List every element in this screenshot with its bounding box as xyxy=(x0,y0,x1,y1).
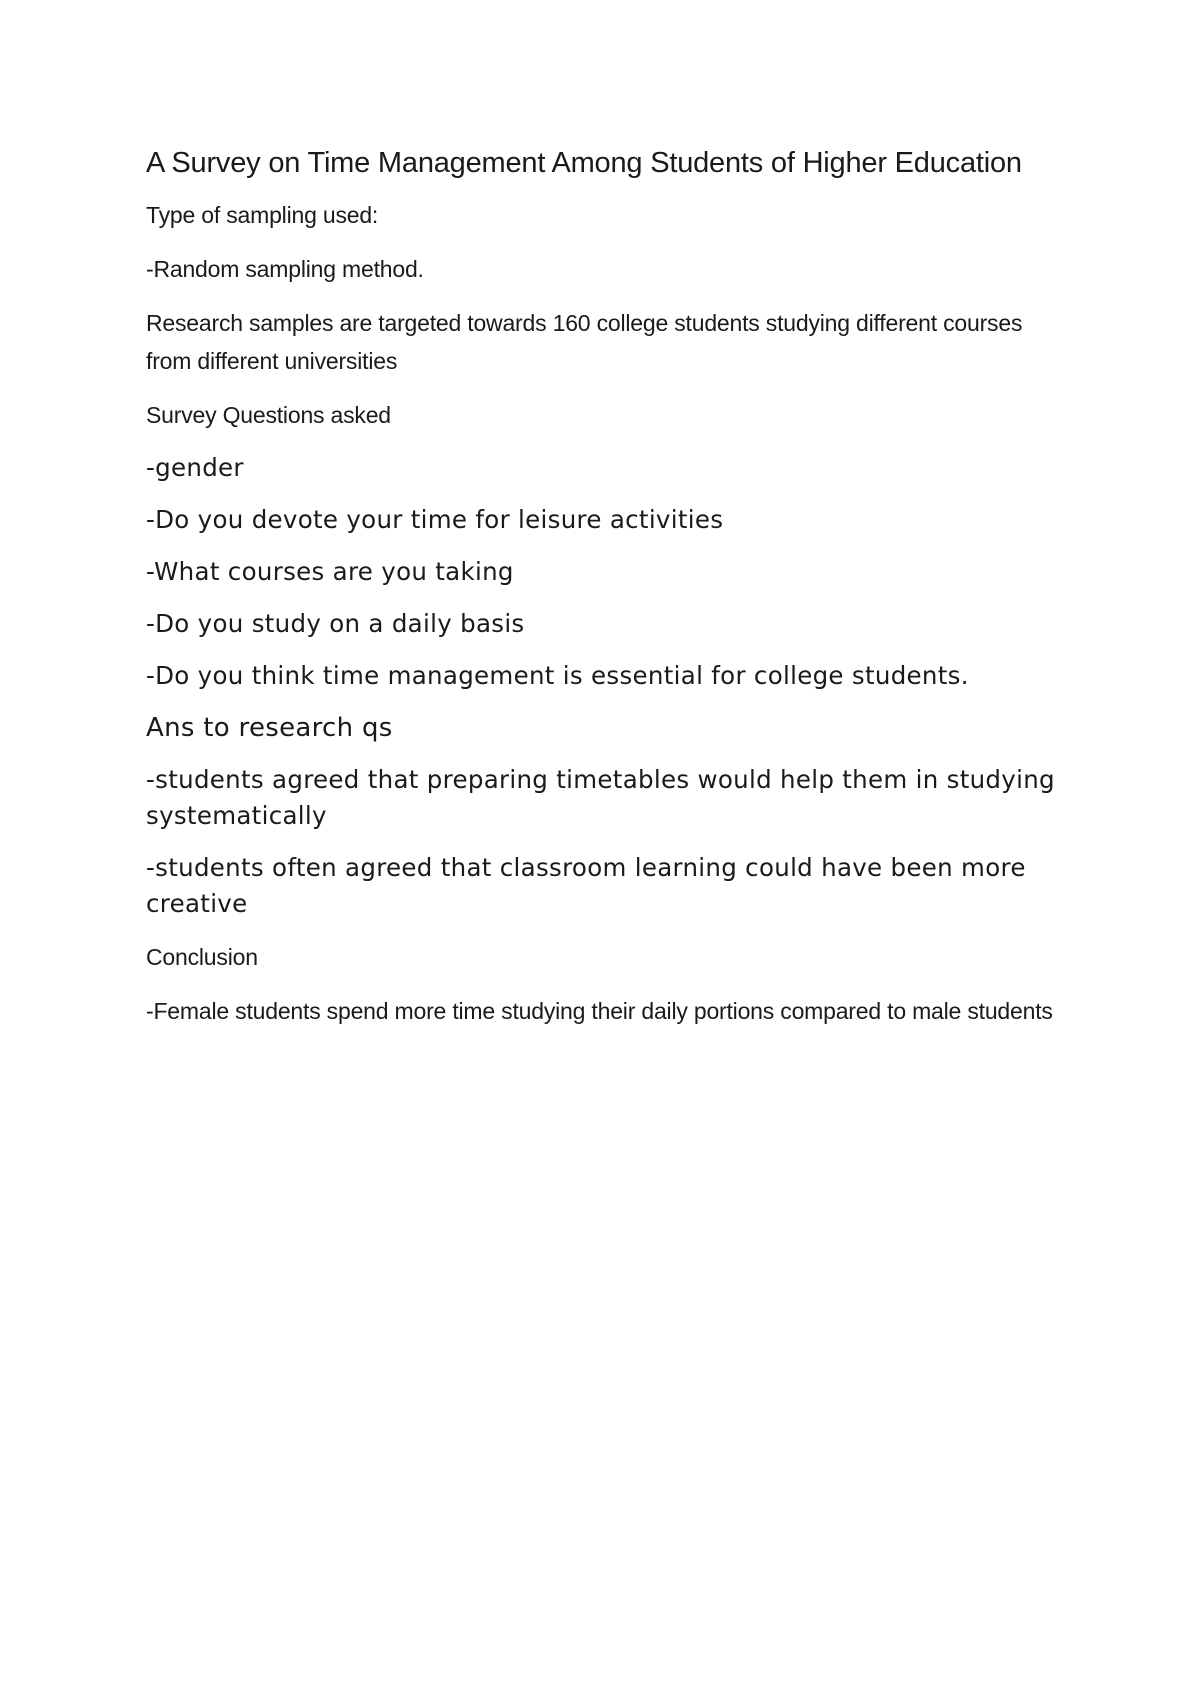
question-item: -Do you devote your time for leisure activities xyxy=(146,505,724,534)
conclusion-paragraph: -Female students spend more time studying their daily portions compared to male students xyxy=(146,998,1053,1024)
questions-heading: Survey Questions asked xyxy=(146,402,391,428)
question-item: -Do you think time management is essential for college students. xyxy=(146,661,969,690)
sampling-method: -Random sampling method. xyxy=(146,256,424,282)
research-samples-paragraph: Research samples are targeted towards 160 college students studying different courses from different universities xyxy=(146,310,1023,374)
question-item: -What courses are you taking xyxy=(146,557,514,586)
answer-item: -students agreed that preparing timetables would help them in studying systematically xyxy=(146,765,1055,830)
question-item: -Do you study on a daily basis xyxy=(146,609,525,638)
document-body xyxy=(146,144,1066,1046)
document-title: A Survey on Time Management Among Students of Higher Education xyxy=(146,147,1022,179)
sampling-heading: Type of sampling used: xyxy=(146,202,379,228)
question-item: -gender xyxy=(146,453,244,482)
conclusion-heading: Conclusion xyxy=(146,944,258,970)
answers-heading: Ans to research qs xyxy=(146,713,393,743)
answer-item: -students often agreed that classroom learning could have been more creative xyxy=(146,853,1026,918)
